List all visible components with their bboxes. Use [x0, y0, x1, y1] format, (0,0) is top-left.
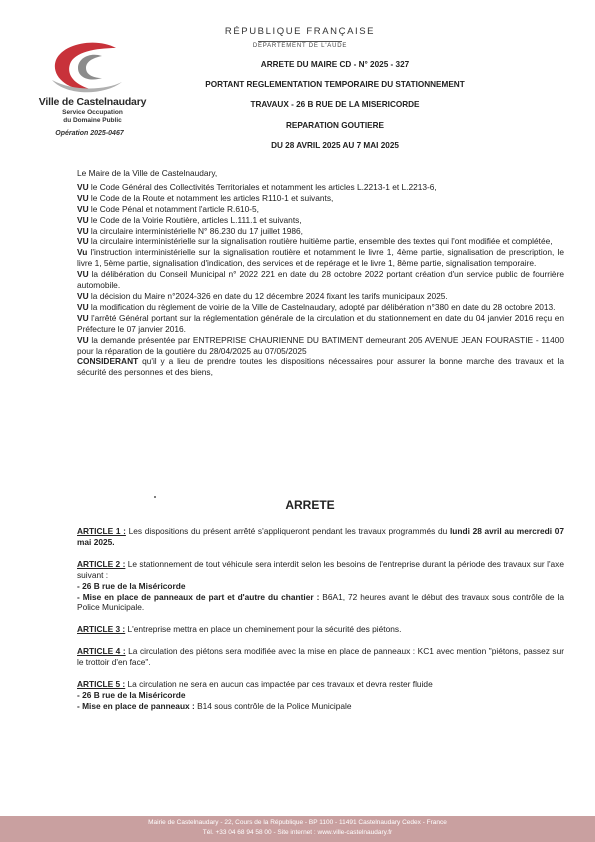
preamble-item — [77, 204, 564, 215]
detail-bold: - Mise en place de panneaux de part et d'autre du chantier : — [77, 591, 320, 602]
detail-text: B6A1, 72 heures avant le début des travaux sous contrôle de la Police Municipale. — [77, 591, 564, 613]
preamble-text: la délibération du Conseil Municipal n° 2022 221 en date du 28 octobre 2022 portant création d'un service public de fourrière automobile. — [77, 269, 564, 291]
republique-header: RÉPUBLIQUE FRANÇAISE — [224, 26, 376, 37]
article-1 — [77, 526, 564, 548]
preamble-text: l'instruction interministérielle sur la signalisation routière et notamment le livre 1, 4ème partie, signalisation de prescription, le livre 1, 5ème partie, signalisation d'indication, des services et de repérage et le livre 1, 8ème partie, signalisation temporaire. — [77, 247, 564, 269]
article-detail-line — [77, 581, 564, 592]
article-3 — [77, 624, 564, 635]
detail-bold: - 26 B rue de la Miséricorde — [77, 580, 186, 591]
service-line: Service Occupation — [62, 109, 123, 116]
footer-contact: Tél. +33 04 68 94 58 00 - Site internet : www.ville-castelnaudary.fr — [202, 829, 393, 836]
departement-header: DÉPARTEMENT DE L'AUDE — [252, 43, 348, 49]
castelnaudary-logo-icon — [46, 40, 128, 96]
article-text: La circulation ne sera en aucun cas impactée par ces travaux et devra rester fluide — [125, 679, 433, 690]
preamble-text: le Code Général des Collectivités Territoriales et notamment les articles L.2213-1 et L.2213-6, — [88, 181, 437, 192]
preamble-text: qu'il y a lieu de prendre toutes les dispositions nécessaires pour assurer la bonne marche des travaux et la sécurité des personnes et des biens, — [77, 356, 564, 378]
city-name: Ville de Castelnaudary — [38, 96, 147, 108]
header-divider — [258, 41, 342, 42]
preamble-lead: VU — [77, 312, 89, 323]
article-label: ARTICLE 2 : — [77, 558, 126, 569]
preamble-lead: VU — [77, 269, 89, 280]
service-name — [30, 109, 155, 125]
article-detail-line — [77, 690, 564, 701]
detail-text: B14 sous contrôle de la Police Municipale — [194, 700, 352, 711]
arrete-heading: ARRETE — [285, 498, 335, 512]
article-detail-line — [77, 701, 564, 712]
article-text: Le stationnement de tout véhicule sera interdit selon les besoins de l'entreprise durant la période des travaux sur l'axe suivant : — [77, 558, 564, 580]
footer-address: Mairie de Castelnaudary - 22, Cours de la République - BP 1100 - 11491 Castelnaudary Cedex - France — [148, 819, 447, 826]
preamble-text: la demande présentée par ENTREPRISE CHAURIENNE DU BATIMENT demeurant 205 AVENUE JEAN FOURASTIE - 11400 pour la réparation de la goutière du 28/04/2025 au 07/05/2025 — [77, 334, 564, 356]
preamble-lead: Vu — [77, 247, 88, 258]
preamble-section — [77, 168, 564, 378]
scan-dot — [154, 496, 156, 498]
preamble-item — [77, 247, 564, 269]
preamble-lead: VU — [77, 236, 89, 247]
preamble-item — [77, 356, 564, 378]
preamble-lead: VU — [77, 290, 89, 301]
mayor-intro — [77, 168, 564, 179]
detail-bold: - Mise en place de panneaux : — [77, 700, 195, 711]
articles-section — [77, 526, 564, 723]
preamble-item — [77, 335, 564, 357]
article-text: La circulation des piétons sera modifiée avec la mise en place de panneaux : KC1 avec mention "piétons, passez sur le trottoir d'en face". — [77, 646, 564, 668]
article-label: ARTICLE 4 : — [77, 646, 126, 657]
preamble-item — [77, 291, 564, 302]
preamble-item — [77, 302, 564, 313]
article-label: ARTICLE 1 : — [77, 526, 126, 536]
preamble-item — [77, 226, 564, 237]
preamble-lead: VU — [77, 192, 89, 203]
preamble-text: la circulaire interministérielle N° 86.230 du 17 juillet 1986, — [88, 225, 303, 236]
preamble-item — [77, 193, 564, 204]
preamble-lead: VU — [77, 301, 89, 312]
operation-number: Opération 2025-0467 — [55, 130, 124, 137]
page-footer — [0, 816, 595, 842]
preamble-text: le Code de la Route et notamment les articles R110-1 et suivants, — [88, 192, 334, 203]
preamble-lead: VU — [77, 181, 89, 192]
article-4 — [77, 646, 564, 668]
article-2 — [77, 559, 564, 614]
title-line: ARRETE DU MAIRE CD - N° 2025 - 327 — [260, 60, 410, 69]
preamble-text: la décision du Maire n°2024-326 en date du 12 décembre 2024 fixant les tarifs municipaux 2025. — [88, 290, 448, 301]
preamble-lead: CONSIDERANT — [77, 356, 139, 367]
preamble-text: l'arrêté Général portant sur la réglementation générale de la circulation et du stationnement en date du 04 janvier 2016 reçu en Préfecture le 07 janvier 2016. — [77, 312, 564, 334]
preamble-lead: VU — [77, 203, 89, 214]
preamble-item — [77, 215, 564, 226]
title-line: TRAVAUX - 26 B RUE DE LA MISERICORDE — [250, 100, 420, 109]
article-text: Les dispositions du présent arrêté s'appliqueront pendant les travaux programmés du — [125, 526, 450, 536]
preamble-text: la circulaire interministérielle sur la signalisation routière huitième partie, ensemble des textes qui l'ont modifiée et complétée, — [88, 236, 553, 247]
article-label: ARTICLE 3 : — [77, 624, 126, 635]
preamble-text: la modification du règlement de voirie de la Ville de Castelnaudary, adopté par délibération n°380 en date du 28 octobre 2013. — [88, 301, 556, 312]
preamble-lead: VU — [77, 214, 89, 225]
title-line: DU 28 AVRIL 2025 AU 7 MAI 2025 — [271, 141, 399, 150]
preamble-text: le Code de la Voirie Routière, articles L.111.1 et suivants, — [88, 214, 302, 225]
preamble-item — [77, 236, 564, 247]
article-detail-line — [77, 592, 564, 614]
article-text: L'entreprise mettra en place un cheminement pour la sécurité des piétons. — [125, 624, 402, 635]
preamble-item — [77, 182, 564, 193]
detail-bold: - 26 B rue de la Miséricorde — [77, 689, 186, 700]
preamble-lead: VU — [77, 334, 89, 345]
article-dates: lundi 28 avril au mercredi 07 mai 2025. — [77, 526, 564, 547]
preamble-item — [77, 313, 564, 335]
article-label: ARTICLE 5 : — [77, 679, 126, 690]
title-line: REPARATION GOUTIERE — [286, 121, 384, 130]
preamble-item — [77, 269, 564, 291]
preamble-text: le Code Pénal et notamment l'article R.610-5, — [88, 203, 260, 214]
article-5 — [77, 679, 564, 712]
service-line: du Domaine Public — [63, 117, 122, 124]
preamble-text: Le Maire de la Ville de Castelnaudary, — [77, 168, 218, 178]
preamble-lead: VU — [77, 225, 89, 236]
title-line: PORTANT REGLEMENTATION TEMPORAIRE DU STATIONNEMENT — [205, 80, 465, 89]
